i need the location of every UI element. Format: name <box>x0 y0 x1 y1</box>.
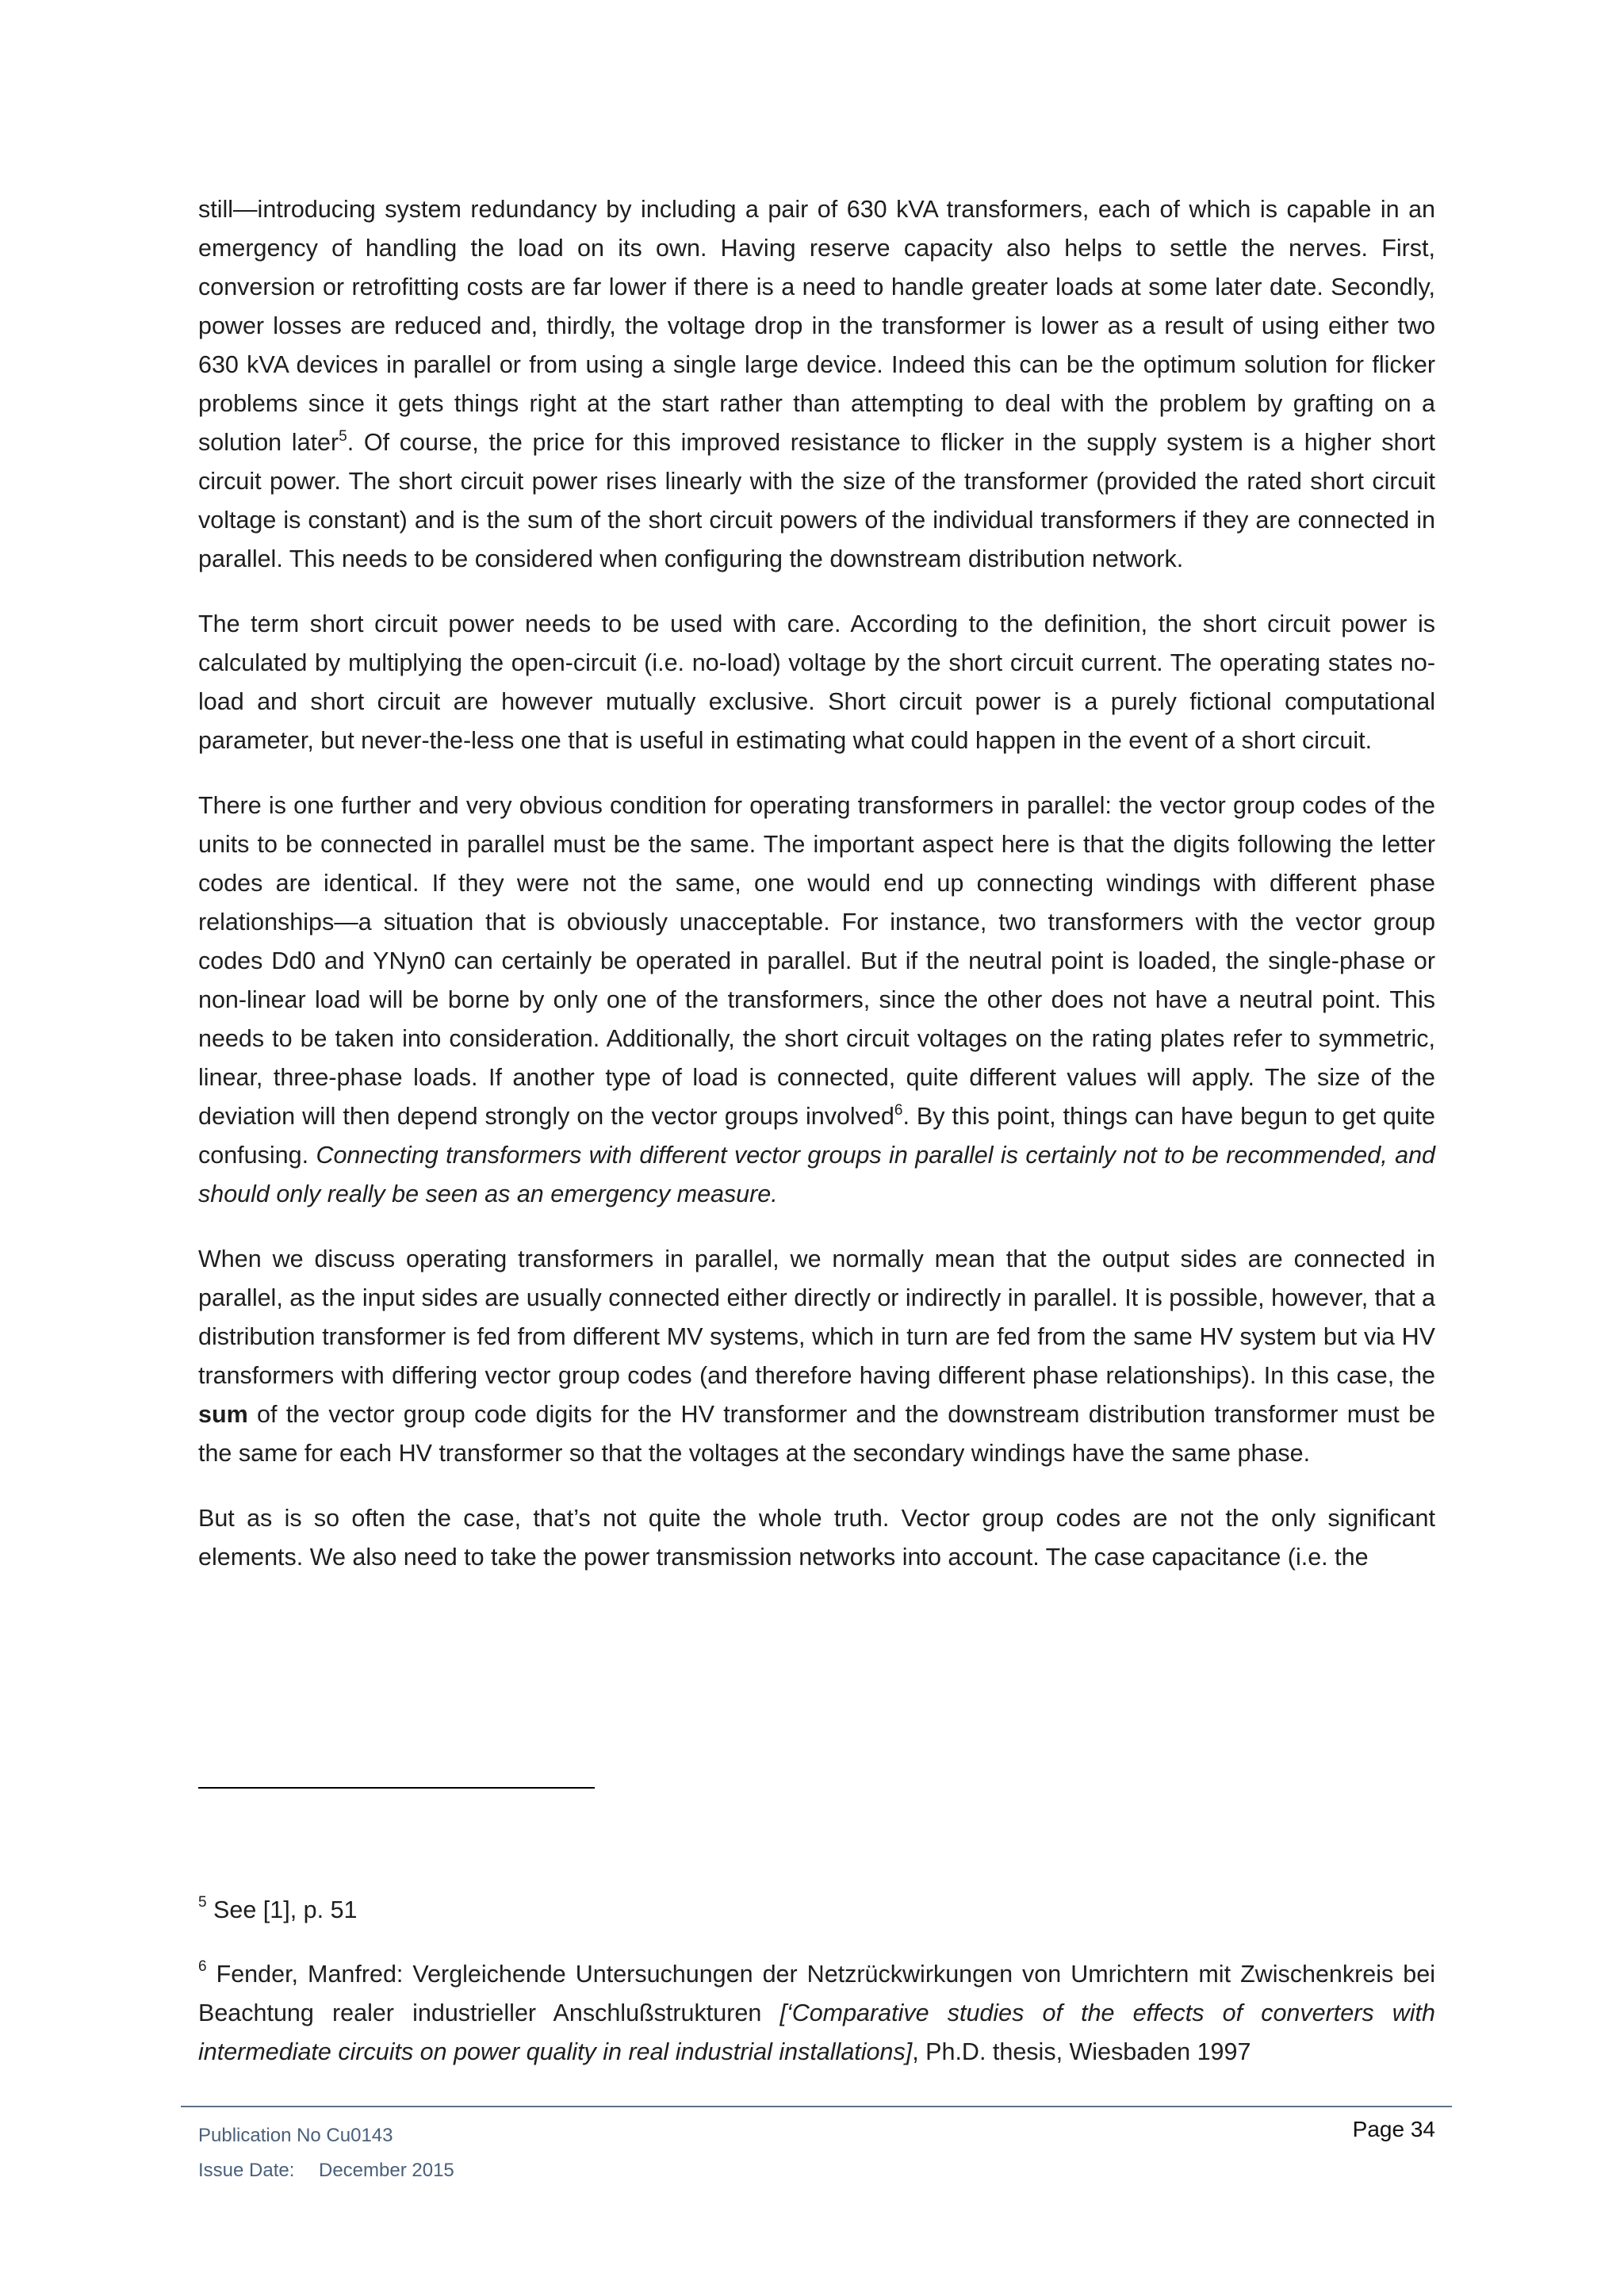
footnote-5-text: See [1], p. 51 <box>206 1896 358 1923</box>
footnote-6-mark: 6 <box>198 1958 207 1975</box>
paragraph-3-text-b: . By this point, things can have begun to get quite confusing. <box>198 1103 1435 1169</box>
paragraph-1 <box>198 190 1435 579</box>
footnote-separator <box>198 1787 595 1789</box>
footer-divider <box>181 2106 1452 2107</box>
footer-publication: Publication No Cu0143 <box>198 2125 393 2146</box>
paragraph-4-text-a: When we discuss operating transformers in parallel, we normally mean that the output sides are connected in parallel, as the input sides are usually connected either directly or indirectly in parallel. It is possible, however, that a distribution transformer is fed from different MV systems, which in turn are fed from the same HV system but via HV transformers with differing vector group codes (and therefore having different phase relationships). In this case, the <box>198 1246 1435 1389</box>
paragraph-1-text-a: still—introducing system redundancy by including a pair of 630 kVA transformers, each of which is capable in an emergency of handling the load on its own. Having reserve capacity also helps to settle the nerves. First, conversion or retrofitting costs are far lower if there is a need to handle greater loads at some later date. Secondly, power losses are reduced and, thirdly, the voltage drop in the transformer is lower as a result of using either two 630 kVA devices in parallel or from using a single large device. Indeed this can be the optimum solution for flicker problems since it gets things right at the start rather than attempting to deal with the problem by grafting on a solution later <box>198 196 1435 456</box>
footnotes <box>198 1891 1435 2097</box>
footnote-5-mark: 5 <box>198 1894 207 1911</box>
page-number: Page 34 <box>1352 2117 1435 2141</box>
paragraph-3 <box>198 786 1435 1214</box>
paragraph-1-text-b: . Of course, the price for this improved resistance to flicker in the supply system is a higher short circuit power. The short circuit power rises linearly with the size of the transformer (provided the rated short circuit voltage is constant) and is the sum of the short circuit powers of the individual transformers if they are connected in parallel. This needs to be considered when configuring the downstream distribution network. <box>198 429 1435 572</box>
paragraph-2: The term short circuit power needs to be used with care. According to the definition, the short circuit power is calculated by multiplying the open-circuit (i.e. no-load) voltage by the short circuit current. The operating states no-load and short circuit are however mutually exclusive. Short circuit power is a purely fictional computational parameter, but never-the-less one that is useful in estimating what could happen in the event of a short circuit. <box>198 610 1435 754</box>
footer-info <box>198 2118 454 2188</box>
footnote-6 <box>198 1955 1435 2072</box>
paragraph-4 <box>198 1240 1435 1473</box>
footer-issue-date: December 2015 <box>319 2160 454 2181</box>
footnote-ref-6[interactable]: 6 <box>894 1102 903 1119</box>
paragraph-3-text-a: There is one further and very obvious condition for operating transformers in parallel: the vector group codes of the units to be connected in parallel must be the same. The important aspect here is that the digits following the letter codes are identical. If they were not the same, one would end up connecting windings with different phase relationships—a situation that is obviously unacceptable. For instance, two transformers with the vector group codes Dd0 and YNyn0 can certainly be operated in parallel. But if the neutral point is loaded, the single-phase or non-linear load will be borne by only one of the transformers, since the other does not have a neutral point. This needs to be taken into consideration. Additionally, the short circuit voltages on the rating plates refer to symmetric, linear, three-phase loads. If another type of load is connected, quite different values will apply. The size of the deviation will then depend strongly on the vector groups involved <box>198 792 1435 1130</box>
paragraph-4-bold: sum <box>198 1401 248 1428</box>
footnote-5 <box>198 1891 1435 1930</box>
footnote-6-italic: [‘Comparative studies of the effects of converters with intermediate circuits on power quality in real industrial installations] <box>198 1999 1435 2065</box>
body-text <box>198 190 1435 1577</box>
paragraph-5: But as is so often the case, that’s not quite the whole truth. Vector group codes are not the only significant elements. We also need to take the power transmission networks into account. The case capacitance (i.e. the <box>198 1505 1435 1571</box>
paragraph-4-text-b: of the vector group code digits for the HV transformer and the downstream distribution transformer must be the same for each HV transformer so that the voltages at the secondary windings have the same phase. <box>198 1401 1435 1467</box>
footer-issue-label: Issue Date: <box>198 2160 295 2181</box>
footer-issue <box>198 2153 454 2188</box>
paragraph-3-emphasis: Connecting transformers with different vector groups in parallel is certainly not to be recommended, and should only really be seen as an emergency measure. <box>198 1142 1435 1207</box>
footnote-ref-5[interactable]: 5 <box>339 428 347 445</box>
footnote-6-text-a: Fender, Manfred: Vergleichende Untersuchungen der Netzrückwirkungen von Umrichtern mit Zwischenkreis bei Beachtung realer industrieller Anschlußstrukturen <box>198 1961 1435 2026</box>
footnote-6-text-b: , Ph.D. thesis, Wiesbaden 1997 <box>912 2038 1251 2065</box>
